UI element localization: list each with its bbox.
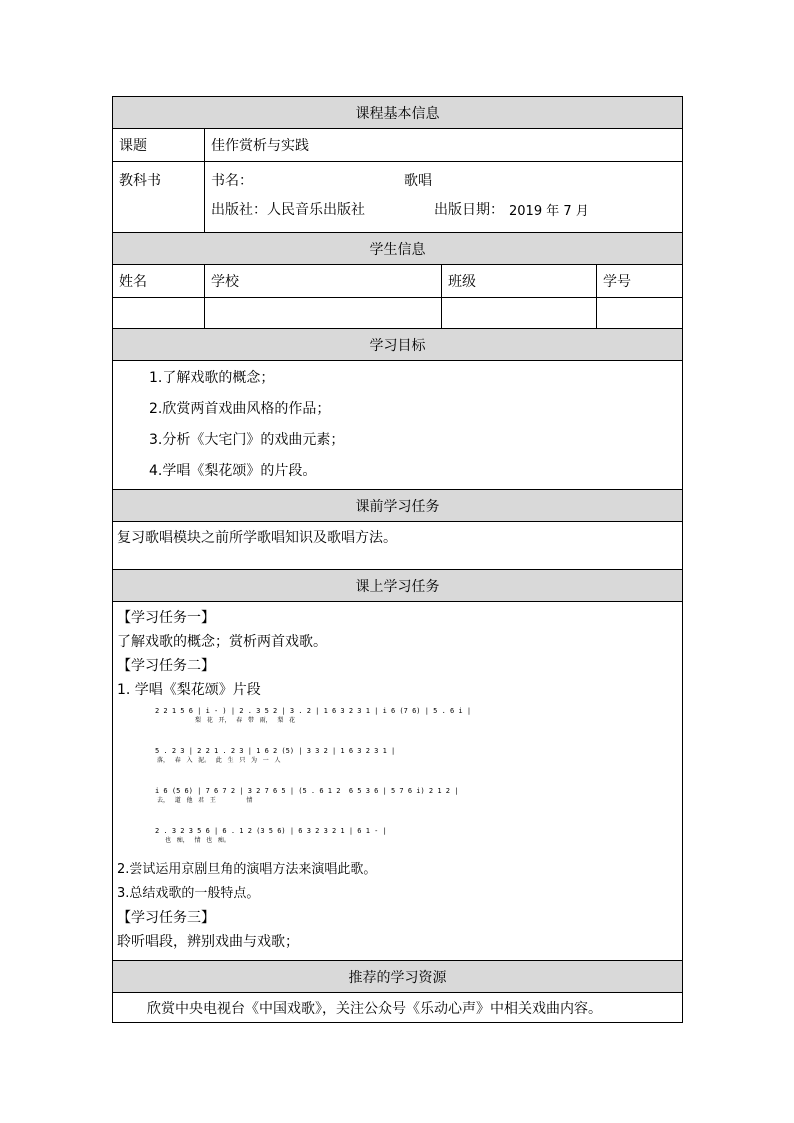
section-header-course-info: 课程基本信息: [113, 97, 683, 129]
objective-item: 2.欣赏两首戏曲风格的作品；: [149, 401, 331, 417]
resources-text: 欣赏中央电视台《中国戏歌》，关注公众号《乐动心声》中相关戏曲内容。: [113, 993, 683, 1023]
book-name-value: 歌唱: [404, 173, 432, 189]
textbook-label: 教科书: [113, 162, 205, 233]
textbook-details: [205, 162, 683, 233]
class-label: 班级: [442, 265, 597, 298]
pre-class-text: 复习歌唱模块之前所学歌唱知识及歌唱方法。: [113, 522, 683, 570]
score-notes: i 6 (5 6) | 7 6 7 2 | 3 2 7 6 5 | (5 . 6 1 2 6 5 3 6 | 5 7 6 i) 2 1 2 |: [155, 787, 459, 795]
student-name-field[interactable]: [113, 298, 205, 329]
task1-text: 了解戏歌的概念；赏析两首戏歌。: [117, 634, 327, 650]
score-notes: 2 . 3 2 3 5 6 | 6 . 1 2 (3 5 6) | 6 3 2 3 2 1 | 6 1 - |: [155, 827, 387, 835]
score-notes: 2 2 1 5 6 | i - ) | 2 . 3 5 2 | 3 . 2 | 1 6 3 2 3 1 | i 6 (7 6) | 5 . 6 i |: [155, 707, 472, 715]
objective-item: 4.学唱《梨花颂》的片段。: [149, 463, 317, 479]
objective-item: 3.分析《大宅门》的戏曲元素；: [149, 432, 345, 448]
score-lyrics: 落， 春 入 泥。 此 生 只 为 一 人: [157, 757, 281, 764]
score-line: [155, 706, 678, 746]
objective-item: 1.了解戏歌的概念；: [149, 370, 275, 386]
score-line: [155, 786, 678, 826]
task2-item2: 2.尝试运用京剧旦角的演唱方法来演唱此歌。: [117, 862, 377, 877]
section-header-objectives: 学习目标: [113, 329, 683, 361]
in-class-content: [113, 602, 683, 961]
section-header-resources: 推荐的学习资源: [113, 961, 683, 993]
section-header-in-class: 课上学习任务: [113, 570, 683, 602]
task2-item3: 3.总结戏歌的一般特点。: [117, 886, 260, 901]
score-lyrics: 也 痴， 情 也 痴。: [165, 837, 230, 844]
section-header-student-info: 学生信息: [113, 233, 683, 265]
task2-item1: 1. 学唱《梨花颂》片段: [117, 682, 261, 698]
score-line: [155, 826, 678, 854]
topic-label: 课题: [113, 129, 205, 162]
student-name-label: 姓名: [113, 265, 205, 298]
section-header-pre-class: 课前学习任务: [113, 490, 683, 522]
task1-title: 【学习任务一】: [117, 610, 215, 626]
student-id-label: 学号: [597, 265, 683, 298]
score-lyrics: 梨 花 开， 春 带 雨， 梨 花: [195, 717, 296, 724]
pub-date-value: 2019 年 7 月: [509, 204, 589, 219]
pub-date-label: 出版日期：: [434, 202, 504, 218]
task3-text: 聆听唱段，辨别戏曲与戏歌；: [117, 934, 299, 950]
class-field[interactable]: [442, 298, 597, 329]
topic-value: 佳作赏析与实践: [205, 129, 683, 162]
school-label: 学校: [205, 265, 442, 298]
book-name-label: 书名：: [211, 173, 253, 189]
publisher-label: 出版社：人民音乐出版社: [211, 202, 365, 218]
score-line: [155, 746, 678, 786]
sheet-music: [155, 706, 678, 854]
course-form: [112, 96, 683, 1023]
task2-title: 【学习任务二】: [117, 658, 215, 674]
score-lyrics: 去， 道 他 君 王 情: [157, 797, 253, 804]
task3-title: 【学习任务三】: [117, 910, 215, 926]
objectives-list: [113, 361, 683, 490]
score-notes: 5 . 2 3 | 2 2 1 . 2 3 | 1 6 2 (5) | 3 3 2 | 1 6 3 2 3 1 |: [155, 747, 396, 755]
school-field[interactable]: [205, 298, 442, 329]
student-id-field[interactable]: [597, 298, 683, 329]
